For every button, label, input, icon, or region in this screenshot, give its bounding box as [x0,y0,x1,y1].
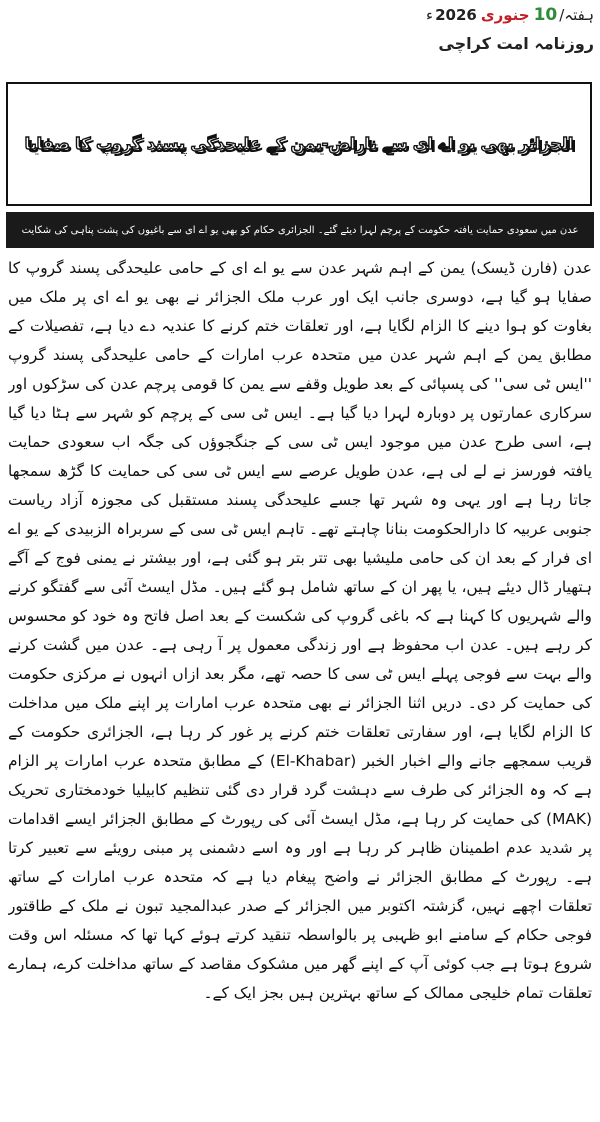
headline: الجزائر بھی یو اے ای سے ناراض-یمن کے علیحدگی پسند گروپ کا صفایا [24,134,574,153]
newspaper-name: روزنامہ امت کراچی [438,34,594,53]
date-separator: / [559,6,565,24]
date-day: 10 [533,5,558,25]
date-year: 2026 [435,6,477,24]
date-month: جنوری [480,6,530,24]
weekday: ہفتہ [564,6,594,24]
headline-box [6,82,592,206]
dateline [426,4,594,26]
subhead: عدن میں سعودی حمایت یافتہ حکومت کے پرچم لہرا دیئے گئے۔ الجزائری حکام کو بھی یو اے ای سے باغیوں کی پشت پناہی کی شکایت [21,224,579,236]
article-body [8,254,592,1116]
subhead-bar [6,212,594,248]
date-suffix: ء [426,6,434,24]
article-paragraph: عدن (فارن ڈیسک) یمن کے اہم شہر عدن سے یو اے ای کے حامی علیحدگی پسند گروپ کا صفایا ہو گیا ہے، دوسری جانب ایک اور عرب ملک الجزائر نے بھی یو اے ای پر ملک میں بغاوت کو ہوا دینے کا الزام لگایا ہے، اور تعلقات ختم کرنے کا عندیہ دے دیا ہے، تفصیلات کے مطابق یمن کے اہم شہر عدن میں متحدہ عرب امارات کے حامی علیحدگی پسند گروپ ''ایس ٹی سی'' کی پسپائی کے بعد طویل وقفے سے یمن کا قومی پرچم عدن کی سڑکوں اور سرکاری عمارتوں پر دوبارہ لہرا دیا گیا ہے۔ ایس ٹی سی کے پرچم کو شہر سے ہٹا دیا گیا ہے، اسی طرح عدن میں موجود ایس ٹی سی کے جنگجوؤں کی جگہ اب سعودی حمایت یافتہ فورسز نے لے لی ہے، عدن طویل عرصے سے ایس ٹی سی کی حمایت کا گڑھ سمجھا جاتا رہا ہے اور یہی وہ شہر تھا جسے علیحدگی پسند مستقبل کی مجوزہ آزاد ریاست جنوبی عربیہ کا دارالحکومت بنانا چاہتے تھے۔ تاہم ایس ٹی سی کے سربراہ الزبیدی کے یو اے ای فرار کے بعد ان کی حامی ملیشیا بھی تتر بتر ہو گئی ہے، اور بیشتر نے یمنی فوج کے آگے ہتھیار ڈال دیئے ہیں، یا پھر ان کے ساتھ شامل ہو گئے ہیں۔ مڈل ایسٹ آئی سے گفتگو کرنے والے شہریوں کا کہنا ہے کہ باغی گروپ کی شکست کے بعد اصل فاتح وہ خود کو محسوس کر رہے ہیں۔ عدن اب محفوظ ہے اور زندگی معمول پر آ رہی ہے۔ عدن میں گشت کرنے والے بہت سے فوجی پہلے ایس ٹی سی کا حصہ تھے، مگر بعد ازاں انہوں نے مرکزی حکومت کی حمایت کر دی۔ دریں اثنا الجزائر نے بھی متحدہ عرب امارات پر اپنے ملک میں مداخلت کا الزام لگایا ہے، اور سفارتی تعلقات ختم کرنے پر غور کر رہا ہے، الجزائری حکومت کے قریب سمجھے جانے والے اخبار الخبر (El-Khabar) کے مطابق متحدہ عرب امارات پر الزام ہے کہ وہ الجزائر کی طرف سے دہشت گرد قرار دی گئی تنظیم کابیلیا خودمختاری تحریک (MAK) کی حمایت کر رہا ہے، مڈل ایسٹ آئی کی رپورٹ کے مطابق الجزائر ایسے اقدامات پر شدید عدم اطمینان ظاہر کر رہا ہے اور وہ اسے دشمنی پر مبنی رویئے سے تعبیر کرتا ہے۔ رپورٹ کے مطابق الجزائر نے واضح پیغام دیا ہے کہ متحدہ عرب امارات کے ساتھ تعلقات اچھے نہیں، گزشتہ اکتوبر میں الجزائر کے صدر عبدالمجید تبون نے ملک کے طاقتور فوجی حکام کے سامنے ابو ظہبی پر بالواسطہ تنقید کرتے ہوئے کہا تھا کہ مسئلہ اس وقت شروع ہوتا ہے جب کوئی آپ کے اپنے گھر میں مشکوک مقاصد کے ساتھ مداخلت کرے، ہمارے تعلقات تمام خلیجی ممالک کے ساتھ بہترین ہیں بجز ایک کے۔ [8,259,592,1002]
